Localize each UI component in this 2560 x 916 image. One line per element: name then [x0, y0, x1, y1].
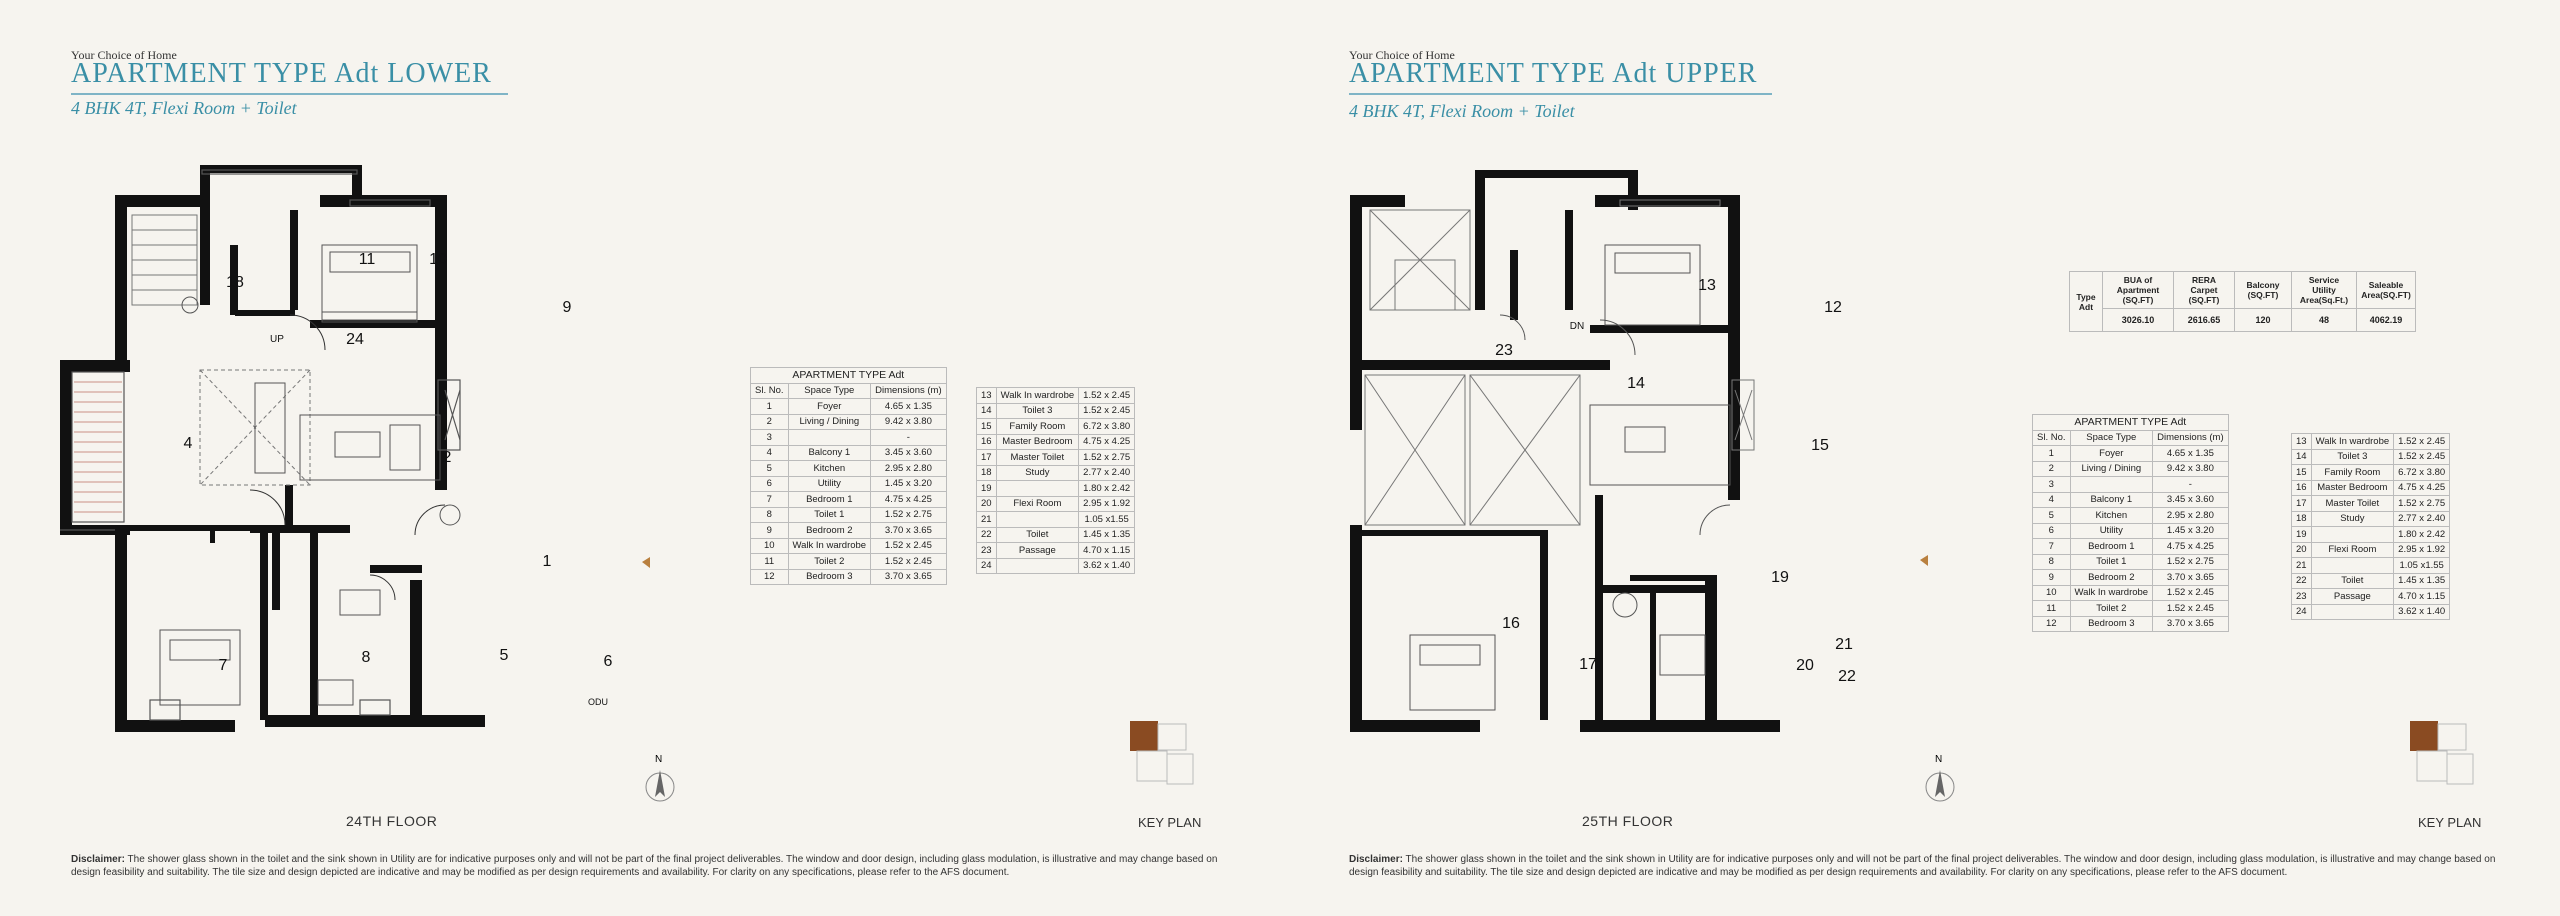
room-label-14: 14 — [1627, 375, 1645, 392]
schedule-space-type: Balcony 1 — [2070, 492, 2153, 508]
schedule-sl-no: 6 — [2033, 523, 2071, 539]
north-arrow — [1920, 752, 1960, 807]
schedule-space-type: Utility — [788, 476, 871, 492]
schedule-space-type: Toilet 3 — [996, 403, 1079, 419]
schedule-dimensions: 4.65 x 1.35 — [871, 399, 947, 415]
schedule-space-type: Toilet 1 — [2070, 554, 2153, 570]
page-subtitle: 4 BHK 4T, Flexi Room + Toilet — [71, 98, 297, 118]
schedule-space-type: Family Room — [996, 419, 1079, 435]
schedule-dimensions: 4.75 x 4.25 — [871, 492, 947, 508]
schedule-row — [977, 388, 1135, 404]
schedule-sl-no: 6 — [751, 476, 789, 492]
schedule-row — [977, 527, 1135, 543]
schedule-sl-no: 1 — [2033, 446, 2071, 462]
schedule-row — [977, 481, 1135, 497]
schedule-row — [751, 445, 947, 461]
schedule-row — [751, 399, 947, 415]
schedule-sl-no: 3 — [751, 430, 789, 446]
schedule-row — [751, 554, 947, 570]
north-label: N — [1935, 754, 1943, 765]
key-plan — [2405, 716, 2485, 796]
tagline: Your Choice of Home — [71, 48, 177, 62]
schedule-body — [2292, 434, 2450, 620]
schedule-sl-no: 23 — [977, 543, 997, 559]
schedule-space-type — [996, 481, 1079, 497]
schedule-space-type: Flexi Room — [996, 496, 1079, 512]
room-label-5: 5 — [499, 647, 509, 664]
schedule-row — [977, 543, 1135, 559]
schedule-space-type: Master Bedroom — [2311, 480, 2394, 496]
disclaimer — [1349, 853, 2499, 879]
schedule-dimensions: 9.42 x 3.80 — [2153, 461, 2229, 477]
disclaimer-label: Disclaimer: — [71, 854, 125, 865]
schedule-dimensions: 1.52 x 2.45 — [2394, 434, 2450, 450]
title-rule — [71, 93, 508, 95]
room-label-22: 22 — [1838, 668, 1856, 685]
room-label-18: 18 — [226, 274, 244, 291]
schedule-dimensions: 1.52 x 2.75 — [2394, 496, 2450, 512]
schedule-space-type: Foyer — [2070, 446, 2153, 462]
schedule-header: Dimensions (m) — [871, 383, 947, 399]
schedule-header: Sl. No. — [2033, 430, 2071, 446]
schedule-dimensions: 1.05 x1.55 — [1079, 512, 1135, 528]
schedule-row — [751, 476, 947, 492]
schedule-sl-no: 19 — [2292, 527, 2312, 543]
schedule-space-type: Toilet — [2311, 573, 2394, 589]
schedule-row — [2292, 542, 2450, 558]
title-rule — [1349, 93, 1772, 95]
schedule-space-type: Bedroom 3 — [788, 569, 871, 585]
room-label-16: 16 — [1502, 615, 1520, 632]
room-label-8: 8 — [361, 649, 371, 666]
summary-header: BUA of Apartment (SQ.FT) — [2103, 272, 2174, 309]
schedule-sl-no: 2 — [2033, 461, 2071, 477]
schedule-sl-no: 11 — [2033, 601, 2071, 617]
area-schedule-table-2 — [2291, 433, 2450, 620]
schedule-dimensions: 1.52 x 2.45 — [871, 554, 947, 570]
schedule-dimensions: 1.45 x 1.35 — [2394, 573, 2450, 589]
schedule-dimensions: 1.52 x 2.45 — [2394, 449, 2450, 465]
key-plan — [1125, 716, 1205, 796]
schedule-space-type: Toilet 3 — [2311, 449, 2394, 465]
schedule-sl-no: 8 — [2033, 554, 2071, 570]
schedule-row — [977, 450, 1135, 466]
schedule-sl-no: 15 — [977, 419, 997, 435]
schedule-sl-no: 17 — [977, 450, 997, 466]
schedule-dimensions: 3.70 x 3.65 — [2153, 570, 2229, 586]
schedule-sl-no: 13 — [977, 388, 997, 404]
schedule-row — [977, 419, 1135, 435]
schedule-row — [2033, 570, 2229, 586]
room-label-17: 17 — [1579, 656, 1597, 673]
schedule-sl-no: 2 — [751, 414, 789, 430]
schedule-sl-no: 12 — [751, 569, 789, 585]
schedule-header: Space Type — [788, 383, 871, 399]
schedule-sl-no: 22 — [977, 527, 997, 543]
schedule-caption: APARTMENT TYPE Adt — [751, 368, 947, 384]
schedule-dimensions: 4.70 x 1.15 — [2394, 589, 2450, 605]
right-page — [1280, 0, 2560, 916]
north-label: N — [655, 754, 663, 765]
schedule-row — [2033, 523, 2229, 539]
schedule-row — [751, 492, 947, 508]
schedule-row — [977, 558, 1135, 574]
schedule-sl-no: 21 — [977, 512, 997, 528]
schedule-dimensions: 4.75 x 4.25 — [2394, 480, 2450, 496]
summary-value: 120 — [2235, 309, 2292, 332]
schedule-sl-no: 4 — [751, 445, 789, 461]
schedule-row — [2033, 616, 2229, 632]
schedule-space-type: Living / Dining — [788, 414, 871, 430]
schedule-dimensions: 1.52 x 2.45 — [1079, 403, 1135, 419]
schedule-dimensions: 3.45 x 3.60 — [2153, 492, 2229, 508]
page-title: APARTMENT TYPE Adt UPPER — [1349, 58, 1758, 89]
schedule-space-type — [2070, 477, 2153, 493]
schedule-dimensions: 1.45 x 1.35 — [1079, 527, 1135, 543]
schedule-row — [2033, 461, 2229, 477]
schedule-dimensions: 1.80 x 2.42 — [2394, 527, 2450, 543]
schedule-sl-no: 16 — [977, 434, 997, 450]
schedule-row — [977, 403, 1135, 419]
summary-row-label: Type Adt — [2070, 272, 2103, 332]
schedule-row — [751, 430, 947, 446]
schedule-row — [977, 496, 1135, 512]
schedule-space-type: Utility — [2070, 523, 2153, 539]
schedule-space-type: Walk In wardrobe — [2070, 585, 2153, 601]
schedule-sl-no: 24 — [977, 558, 997, 574]
schedule-row — [751, 461, 947, 477]
schedule-space-type: Kitchen — [788, 461, 871, 477]
schedule-space-type — [996, 512, 1079, 528]
schedule-space-type — [2311, 604, 2394, 620]
schedule-sl-no: 9 — [2033, 570, 2071, 586]
schedule-sl-no: 9 — [751, 523, 789, 539]
room-label-15: 15 — [1811, 437, 1829, 454]
room-label-13: 13 — [1698, 277, 1716, 294]
schedule-dimensions: 2.95 x 2.80 — [2153, 508, 2229, 524]
schedule-dimensions: 3.70 x 3.65 — [871, 569, 947, 585]
schedule-space-type: Balcony 1 — [788, 445, 871, 461]
page-subtitle: 4 BHK 4T, Flexi Room + Toilet — [1349, 101, 1575, 121]
schedule-row — [2292, 527, 2450, 543]
schedule-row — [751, 414, 947, 430]
schedule-row — [2292, 573, 2450, 589]
area-schedule-table — [2032, 414, 2229, 632]
schedule-row — [2033, 477, 2229, 493]
area-schedule-table-2 — [976, 387, 1135, 574]
schedule-dimensions: 4.75 x 4.25 — [1079, 434, 1135, 450]
disclaimer-label: Disclaimer: — [1349, 854, 1403, 865]
room-label-12: 12 — [1824, 299, 1842, 316]
schedule-space-type: Study — [2311, 511, 2394, 527]
schedule-sl-no: 10 — [2033, 585, 2071, 601]
disclaimer-text: The shower glass shown in the toilet and the sink shown in Utility are for indicative purposes only and will not be part of the final project deliverables. The window and door design, including glass modulation, is illustrative and may change based on design feasibility and suitability. The tile size and design depicted are indicative and may be modified as per design requirements and availability. For clarity on any specifications, please refer to the AFS document. — [71, 854, 1218, 878]
schedule-dimensions: 4.65 x 1.35 — [2153, 446, 2229, 462]
schedule-dimensions: 1.80 x 2.42 — [1079, 481, 1135, 497]
summary-value: 2616.65 — [2174, 309, 2235, 332]
schedule-row — [751, 507, 947, 523]
schedule-space-type: Passage — [2311, 589, 2394, 605]
schedule-sl-no: 16 — [2292, 480, 2312, 496]
schedule-sl-no: 5 — [2033, 508, 2071, 524]
floor-plan-lower — [60, 160, 700, 760]
schedule-row — [2292, 604, 2450, 620]
schedule-dimensions: 4.75 x 4.25 — [2153, 539, 2229, 555]
schedule-row — [751, 569, 947, 585]
key-plan-label: KEY PLAN — [1138, 815, 1202, 830]
north-arrow — [640, 752, 680, 807]
schedule-space-type: Walk In wardrobe — [788, 538, 871, 554]
schedule-dimensions: 1.52 x 2.75 — [2153, 554, 2229, 570]
room-label-1: 1 — [542, 553, 552, 570]
schedule-sl-no: 5 — [751, 461, 789, 477]
tagline: Your Choice of Home — [1349, 48, 1455, 62]
odu-label: ODU — [588, 697, 608, 707]
schedule-sl-no: 18 — [2292, 511, 2312, 527]
key-plan-label: KEY PLAN — [2418, 815, 2482, 830]
schedule-dimensions: 1.52 x 2.75 — [1079, 450, 1135, 466]
schedule-sl-no: 4 — [2033, 492, 2071, 508]
schedule-body — [2033, 446, 2229, 632]
schedule-space-type: Foyer — [788, 399, 871, 415]
room-label-2: 2 — [442, 449, 452, 466]
schedule-caption: APARTMENT TYPE Adt — [2033, 415, 2229, 431]
disclaimer — [71, 853, 1221, 879]
schedule-space-type — [788, 430, 871, 446]
schedule-dimensions: 1.05 x1.55 — [2394, 558, 2450, 574]
schedule-row — [2033, 601, 2229, 617]
schedule-space-type: Bedroom 1 — [2070, 539, 2153, 555]
schedule-sl-no: 7 — [751, 492, 789, 508]
room-label-24: 24 — [346, 331, 364, 348]
schedule-space-type: Kitchen — [2070, 508, 2153, 524]
room-label-21: 21 — [1835, 636, 1853, 653]
schedule-dimensions: 1.45 x 3.20 — [2153, 523, 2229, 539]
schedule-sl-no: 14 — [977, 403, 997, 419]
schedule-dimensions: 2.95 x 2.80 — [871, 461, 947, 477]
schedule-row — [977, 434, 1135, 450]
schedule-row — [2292, 434, 2450, 450]
schedule-sl-no: 11 — [751, 554, 789, 570]
schedule-row — [2033, 492, 2229, 508]
schedule-space-type: Bedroom 3 — [2070, 616, 2153, 632]
schedule-sl-no: 10 — [751, 538, 789, 554]
schedule-row — [2292, 589, 2450, 605]
schedule-sl-no: 12 — [2033, 616, 2071, 632]
schedule-sl-no: 18 — [977, 465, 997, 481]
schedule-space-type — [2311, 558, 2394, 574]
schedule-dimensions: 1.52 x 2.45 — [1079, 388, 1135, 404]
schedule-header: Sl. No. — [751, 383, 789, 399]
schedule-space-type — [2311, 527, 2394, 543]
schedule-row — [2033, 508, 2229, 524]
schedule-row — [2292, 465, 2450, 481]
schedule-sl-no: 21 — [2292, 558, 2312, 574]
schedule-sl-no: 14 — [2292, 449, 2312, 465]
schedule-dimensions: 6.72 x 3.80 — [1079, 419, 1135, 435]
room-label-9: 9 — [562, 299, 572, 316]
schedule-space-type: Toilet — [996, 527, 1079, 543]
schedule-space-type — [996, 558, 1079, 574]
room-label-6: 6 — [603, 653, 613, 670]
summary-header: Service Utility Area(Sq.Ft.) — [2292, 272, 2357, 309]
schedule-sl-no: 24 — [2292, 604, 2312, 620]
schedule-row — [2292, 496, 2450, 512]
schedule-space-type: Bedroom 1 — [788, 492, 871, 508]
schedule-sl-no: 1 — [751, 399, 789, 415]
floor-plan-upper — [1350, 165, 1990, 765]
summary-header: Saleable Area(SQ.FT) — [2357, 272, 2416, 309]
schedule-body — [977, 388, 1135, 574]
schedule-dimensions: 3.45 x 3.60 — [871, 445, 947, 461]
schedule-space-type: Passage — [996, 543, 1079, 559]
summary-header: RERA Carpet (SQ.FT) — [2174, 272, 2235, 309]
schedule-row — [751, 523, 947, 539]
room-label-11: 11 — [358, 251, 376, 268]
schedule-dimensions: 3.62 x 1.40 — [2394, 604, 2450, 620]
schedule-dimensions: 1.52 x 2.45 — [871, 538, 947, 554]
schedule-space-type: Master Toilet — [2311, 496, 2394, 512]
schedule-space-type: Living / Dining — [2070, 461, 2153, 477]
schedule-dimensions: 2.77 x 2.40 — [2394, 511, 2450, 527]
schedule-space-type: Master Bedroom — [996, 434, 1079, 450]
schedule-sl-no: 22 — [2292, 573, 2312, 589]
schedule-space-type: Walk In wardrobe — [2311, 434, 2394, 450]
schedule-row — [2033, 539, 2229, 555]
floor-label: 25TH FLOOR — [1582, 813, 1674, 829]
schedule-row — [2033, 585, 2229, 601]
schedule-sl-no: 7 — [2033, 539, 2071, 555]
disclaimer-text: The shower glass shown in the toilet and the sink shown in Utility are for indicative purposes only and will not be part of the final project deliverables. The window and door design, including glass modulation, is illustrative and may change based on design feasibility and suitability. The tile size and design depicted are indicative and may be modified as per design requirements and availability. For clarity on any specifications, please refer to the AFS document. — [1349, 854, 2496, 878]
schedule-dimensions: 3.62 x 1.40 — [1079, 558, 1135, 574]
schedule-dimensions: 2.95 x 1.92 — [2394, 542, 2450, 558]
floor-label: 24TH FLOOR — [346, 813, 438, 829]
schedule-dimensions: 1.52 x 2.45 — [2153, 601, 2229, 617]
schedule-row — [2292, 449, 2450, 465]
schedule-dimensions: 1.45 x 3.20 — [871, 476, 947, 492]
area-summary-table — [2069, 271, 2416, 332]
room-label-7: 7 — [218, 657, 228, 674]
summary-value: 48 — [2292, 309, 2357, 332]
schedule-dimensions: 3.70 x 3.65 — [2153, 616, 2229, 632]
schedule-dimensions: 9.42 x 3.80 — [871, 414, 947, 430]
schedule-space-type: Toilet 1 — [788, 507, 871, 523]
schedule-row — [2292, 511, 2450, 527]
schedule-space-type: Toilet 2 — [2070, 601, 2153, 617]
schedule-space-type: Toilet 2 — [788, 554, 871, 570]
summary-value: 4062.19 — [2357, 309, 2416, 332]
schedule-dimensions: 6.72 x 3.80 — [2394, 465, 2450, 481]
schedule-row — [977, 512, 1135, 528]
schedule-row — [2292, 480, 2450, 496]
schedule-space-type: Bedroom 2 — [788, 523, 871, 539]
schedule-sl-no: 23 — [2292, 589, 2312, 605]
schedule-dimensions: 2.95 x 1.92 — [1079, 496, 1135, 512]
schedule-dimensions: - — [871, 430, 947, 446]
schedule-sl-no: 17 — [2292, 496, 2312, 512]
stair-up-label: UP — [270, 334, 284, 345]
schedule-header: Dimensions (m) — [2153, 430, 2229, 446]
schedule-space-type: Master Toilet — [996, 450, 1079, 466]
stair-down-label: DN — [1569, 321, 1585, 332]
summary-header: Balcony (SQ.FT) — [2235, 272, 2292, 309]
schedule-space-type: Study — [996, 465, 1079, 481]
schedule-space-type: Family Room — [2311, 465, 2394, 481]
schedule-sl-no: 13 — [2292, 434, 2312, 450]
schedule-dimensions: - — [2153, 477, 2229, 493]
area-schedule-table — [750, 367, 947, 585]
schedule-sl-no: 3 — [2033, 477, 2071, 493]
summary-value: 3026.10 — [2103, 309, 2174, 332]
schedule-row — [977, 465, 1135, 481]
room-label-4: 4 — [183, 435, 193, 452]
schedule-sl-no: 19 — [977, 481, 997, 497]
schedule-row — [751, 538, 947, 554]
schedule-dimensions: 4.70 x 1.15 — [1079, 543, 1135, 559]
room-label-10: 10 — [429, 251, 447, 268]
schedule-row — [2033, 446, 2229, 462]
room-label-20: 20 — [1796, 657, 1814, 674]
schedule-dimensions: 3.70 x 3.65 — [871, 523, 947, 539]
schedule-body — [751, 399, 947, 585]
schedule-header: Space Type — [2070, 430, 2153, 446]
schedule-space-type: Walk In wardrobe — [996, 388, 1079, 404]
schedule-sl-no: 15 — [2292, 465, 2312, 481]
room-label-23: 23 — [1495, 342, 1513, 359]
page-title: APARTMENT TYPE Adt LOWER — [71, 58, 492, 89]
schedule-dimensions: 2.77 x 2.40 — [1079, 465, 1135, 481]
schedule-space-type: Flexi Room — [2311, 542, 2394, 558]
schedule-dimensions: 1.52 x 2.45 — [2153, 585, 2229, 601]
schedule-sl-no: 20 — [2292, 542, 2312, 558]
schedule-space-type: Bedroom 2 — [2070, 570, 2153, 586]
room-label-19: 19 — [1771, 569, 1789, 586]
schedule-sl-no: 8 — [751, 507, 789, 523]
schedule-sl-no: 20 — [977, 496, 997, 512]
schedule-dimensions: 1.52 x 2.75 — [871, 507, 947, 523]
schedule-row — [2292, 558, 2450, 574]
schedule-row — [2033, 554, 2229, 570]
